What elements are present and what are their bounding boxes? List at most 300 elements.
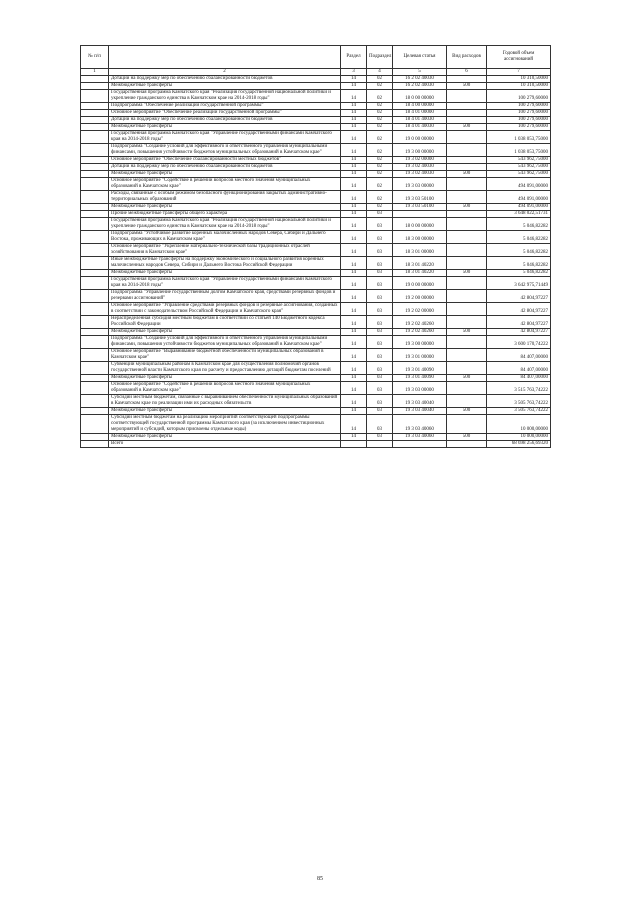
cell-section: 14 — [341, 191, 367, 204]
cell-num — [81, 415, 109, 434]
cell-expense — [447, 382, 487, 395]
cell-name: Межбюджетные трансферты — [109, 83, 341, 90]
cell-section: 14 — [341, 375, 367, 382]
cell-target: 19 3 03 40040 — [393, 395, 447, 408]
cell-name: Дотации на поддержку мер по обеспечению сбалансированности бюджетов — [109, 76, 341, 83]
cell-amount: 1 038 053,75000 — [487, 144, 551, 157]
cell-num — [81, 336, 109, 349]
page-number: 85 — [317, 876, 323, 882]
cell-name: Государственная программа Камчатского края "Реализация государственной национальной политики и укрепление гражданского единства в Камчатском крае на 2014-2018 годы" — [109, 90, 341, 103]
cell-subsection: 02 — [367, 110, 393, 117]
cell-amount: 84 407,00000 — [487, 375, 551, 382]
cell-target: 19 3 00 00000 — [393, 144, 447, 157]
cell-num — [81, 362, 109, 375]
cell-section: 14 — [341, 329, 367, 336]
cell-num — [81, 164, 109, 171]
cell-num — [81, 290, 109, 303]
cell-target: 19 3 01 40090 — [393, 362, 447, 375]
col-header-section: Раздел — [341, 46, 367, 69]
table-row — [81, 90, 551, 103]
cell-section: 14 — [341, 303, 367, 316]
cell-subsection: 02 — [367, 117, 393, 124]
cell-section: 14 — [341, 270, 367, 277]
cell-subsection: 02 — [367, 144, 393, 157]
cell-subsection: 03 — [367, 349, 393, 362]
cell-name: Иные межбюджетные трансферты на поддержку экономического и социального развития коренных малочисленных народов Севера, Сибири и Дальнего Востока Российской Федерации — [109, 257, 341, 270]
cell-target — [393, 441, 447, 448]
table-row — [81, 441, 551, 448]
cell-subsection: 02 — [367, 164, 393, 171]
cell-target: 19 3 01 00000 — [393, 349, 447, 362]
cell-target: 19 2 02 40260 — [393, 329, 447, 336]
cell-num — [81, 117, 109, 124]
table-row — [81, 415, 551, 434]
cell-target: 19 2 00 00000 — [393, 290, 447, 303]
cell-amount: 5 046,82282 — [487, 231, 551, 244]
cell-expense — [447, 244, 487, 257]
cell-subsection: 02 — [367, 124, 393, 131]
col-header-subsection: Подраздел — [367, 46, 393, 69]
cell-amount: 42 804,97227 — [487, 329, 551, 336]
cell-expense — [447, 362, 487, 375]
table-row — [81, 211, 551, 218]
cell-amount: 100 279,60000 — [487, 110, 551, 117]
cell-num — [81, 157, 109, 164]
cell-name: Основное мероприятие "Обеспечение реализации государственной программы" — [109, 110, 341, 117]
table-row — [81, 117, 551, 124]
cell-target: 19 2 02 40260 — [393, 316, 447, 329]
column-index-row — [81, 69, 551, 76]
col-header-num: № п/п — [81, 46, 109, 69]
cell-section: 14 — [341, 117, 367, 124]
cell-amount: 3 600 170,74222 — [487, 336, 551, 349]
cell-expense — [447, 336, 487, 349]
cell-subsection: 03 — [367, 277, 393, 290]
cell-name: Прочие межбюджетные трансферты общего характера — [109, 211, 341, 218]
cell-subsection: 03 — [367, 231, 393, 244]
cell-amount: 42 804,97227 — [487, 316, 551, 329]
table-row — [81, 349, 551, 362]
cell-amount: 10 310,50000 — [487, 83, 551, 90]
cell-name: Основное мероприятие "Содействие в решении вопросов местного значения муниципальных образований в Камчатском крае" — [109, 382, 341, 395]
cell-section: 14 — [341, 171, 367, 178]
col-header-expense: Вид расходов — [447, 46, 487, 69]
cell-expense — [447, 211, 487, 218]
cell-name: Дотации на поддержку мер по обеспечению сбалансированности бюджетов — [109, 164, 341, 171]
cell-section: 14 — [341, 178, 367, 191]
cell-amount: 100 279,60000 — [487, 103, 551, 110]
cell-name: Всего — [109, 441, 341, 448]
cell-subsection: 03 — [367, 434, 393, 441]
cell-name: Межбюджетные трансферты — [109, 375, 341, 382]
cell-name: Основное мероприятие "Управление средствами резервных фондов и резервные ассигнования, созданных в соответствии с законодательством Российской Федерации и Камчатского края" — [109, 303, 341, 316]
table-row — [81, 131, 551, 144]
cell-section: 14 — [341, 408, 367, 415]
cell-subsection: 02 — [367, 178, 393, 191]
cell-expense — [447, 231, 487, 244]
cell-expense — [447, 131, 487, 144]
cell-num — [81, 191, 109, 204]
cell-num — [81, 144, 109, 157]
cell-target: 19 3 03 00000 — [393, 382, 447, 395]
table-row — [81, 270, 551, 277]
cell-amount: 3 642 975,71449 — [487, 277, 551, 290]
cell-section: 14 — [341, 144, 367, 157]
table-body — [81, 76, 551, 448]
cell-name: Государственная программа Камчатского края "Управление государственными финансами Камчатского края на 2014-2018 годы" — [109, 277, 341, 290]
cell-num — [81, 408, 109, 415]
cell-target: 18 3 01 00000 — [393, 244, 447, 257]
cell-num — [81, 110, 109, 117]
cell-section — [341, 441, 367, 448]
cell-num — [81, 257, 109, 270]
cell-subsection: 03 — [367, 244, 393, 257]
table-row — [81, 171, 551, 178]
cell-amount: 100 279,60000 — [487, 117, 551, 124]
cell-target: 19 3 00 00000 — [393, 336, 447, 349]
cell-amount: 543 962,75000 — [487, 171, 551, 178]
cell-subsection: 02 — [367, 83, 393, 90]
cell-amount: 1 038 053,75000 — [487, 131, 551, 144]
cell-target: 18 4 01 40030 — [393, 124, 447, 131]
col-index: 2 — [109, 69, 341, 76]
cell-target: 18 4 00 00000 — [393, 103, 447, 110]
cell-target: 19 3 03 40060 — [393, 415, 447, 434]
cell-amount: 494 091,00000 — [487, 204, 551, 211]
cell-subsection: 03 — [367, 290, 393, 303]
cell-section: 14 — [341, 231, 367, 244]
cell-num — [81, 349, 109, 362]
cell-subsection: 03 — [367, 336, 393, 349]
cell-target: 19 3 02 00000 — [393, 157, 447, 164]
cell-section: 14 — [341, 204, 367, 211]
cell-subsection: 02 — [367, 131, 393, 144]
cell-name: Основное мероприятие "Содействие в решении вопросов местного значения муниципальных образований в Камчатском крае" — [109, 178, 341, 191]
cell-section: 14 — [341, 316, 367, 329]
cell-name: Дотации на поддержку мер по обеспечению сбалансированности бюджетов — [109, 117, 341, 124]
cell-name: Основное мероприятие "Выравнивание бюджетной обеспеченности муниципальных образований в Камчатском крае" — [109, 349, 341, 362]
table-row — [81, 375, 551, 382]
cell-target: 19 3 02 40030 — [393, 171, 447, 178]
cell-num — [81, 218, 109, 231]
cell-section: 14 — [341, 349, 367, 362]
cell-target: 18 3 01 40220 — [393, 270, 447, 277]
cell-amount: 100 279,60000 — [487, 124, 551, 131]
cell-expense — [447, 290, 487, 303]
cell-subsection: 03 — [367, 270, 393, 277]
cell-amount: 543 962,75000 — [487, 164, 551, 171]
cell-expense — [447, 349, 487, 362]
cell-expense — [447, 441, 487, 448]
cell-subsection: 03 — [367, 329, 393, 336]
col-header-amount: Годовой объем ассигнований — [487, 46, 551, 69]
cell-subsection: 03 — [367, 303, 393, 316]
cell-num — [81, 103, 109, 110]
cell-name: Нераспределенная субсидия местным бюджетам в соответствии со статьей 140 Бюджетного кодекса Российской Федерации — [109, 316, 341, 329]
cell-expense: 500 — [447, 408, 487, 415]
table-row — [81, 124, 551, 131]
table-row — [81, 83, 551, 90]
cell-section: 14 — [341, 362, 367, 375]
cell-amount: 10 000,00000 — [487, 434, 551, 441]
cell-target: 18 3 01 40220 — [393, 257, 447, 270]
cell-section: 14 — [341, 164, 367, 171]
cell-section: 14 — [341, 277, 367, 290]
cell-name: Межбюджетные трансферты — [109, 171, 341, 178]
cell-target: 18 4 01 40030 — [393, 117, 447, 124]
cell-expense: 500 — [447, 434, 487, 441]
cell-num — [81, 270, 109, 277]
cell-target: 19 0 00 00000 — [393, 277, 447, 290]
budget-table — [80, 45, 551, 448]
cell-subsection: 02 — [367, 157, 393, 164]
cell-section: 14 — [341, 76, 367, 83]
cell-target: 19 3 03 50100 — [393, 204, 447, 211]
cell-target: 19 3 02 40030 — [393, 164, 447, 171]
cell-name: Межбюджетные трансферты — [109, 329, 341, 336]
table-row — [81, 290, 551, 303]
cell-num — [81, 131, 109, 144]
cell-name: Межбюджетные трансферты — [109, 204, 341, 211]
cell-amount: 3 648 022,51731 — [487, 211, 551, 218]
cell-amount: 84 407,00000 — [487, 362, 551, 375]
cell-expense — [447, 257, 487, 270]
cell-section: 14 — [341, 336, 367, 349]
table-row — [81, 277, 551, 290]
cell-name: Государственная программа Камчатского края "Реализация государственной национальной политики и укрепление гражданского единства в Камчатском крае на 2014-2018 годы" — [109, 218, 341, 231]
table-row — [81, 157, 551, 164]
cell-expense — [447, 144, 487, 157]
table-row — [81, 382, 551, 395]
cell-expense: 500 — [447, 124, 487, 131]
cell-expense: 500 — [447, 375, 487, 382]
cell-target: 19 3 03 40060 — [393, 434, 447, 441]
cell-expense — [447, 76, 487, 83]
cell-expense — [447, 103, 487, 110]
table-row — [81, 164, 551, 171]
cell-num — [81, 441, 109, 448]
cell-amount: 3 505 763,74222 — [487, 408, 551, 415]
cell-amount: 84 407,00000 — [487, 349, 551, 362]
cell-expense — [447, 110, 487, 117]
cell-section: 14 — [341, 218, 367, 231]
cell-num — [81, 329, 109, 336]
cell-section: 14 — [341, 103, 367, 110]
table-row — [81, 316, 551, 329]
cell-name: Межбюджетные трансферты — [109, 434, 341, 441]
cell-section: 14 — [341, 83, 367, 90]
col-index: 4 — [367, 69, 393, 76]
col-index: 3 — [341, 69, 367, 76]
col-index: 7 — [487, 69, 551, 76]
cell-name: Субсидии местным бюджетам на реализацию мероприятий соответствующей подпрограммы соответствующей государственной программы Камчатского края (за исключением инвестиционных мероприятий и субсидий, которым присвоены отдельные коды) — [109, 415, 341, 434]
cell-expense — [447, 157, 487, 164]
cell-amount: 10 310,50000 — [487, 76, 551, 83]
cell-num — [81, 211, 109, 218]
table-row — [81, 110, 551, 117]
cell-num — [81, 231, 109, 244]
cell-section: 14 — [341, 157, 367, 164]
cell-amount: 494 091,00000 — [487, 178, 551, 191]
cell-name: Подпрограмма "Создание условий для эффективного и ответственного управления муниципальными финансами, повышения устойчивости бюджетов муниципальных образований в Камчатском крае" — [109, 144, 341, 157]
cell-name: Государственная программа Камчатского края "Управление государственными финансами Камчатского края на 2014-2018 годы" — [109, 131, 341, 144]
cell-section: 14 — [341, 131, 367, 144]
cell-target: 19 3 03 00000 — [393, 178, 447, 191]
cell-expense: 500 — [447, 171, 487, 178]
cell-subsection: 03 — [367, 375, 393, 382]
cell-expense — [447, 117, 487, 124]
cell-amount: 100 279,60000 — [487, 90, 551, 103]
table-row — [81, 178, 551, 191]
table-row — [81, 434, 551, 441]
cell-expense — [447, 316, 487, 329]
cell-amount: 494 091,00000 — [487, 191, 551, 204]
cell-target: 18 0 00 00000 — [393, 218, 447, 231]
cell-target: 19 3 03 40040 — [393, 408, 447, 415]
cell-target: 19 3 03 50100 — [393, 191, 447, 204]
cell-amount: 5 046,82282 — [487, 270, 551, 277]
cell-subsection: 03 — [367, 211, 393, 218]
cell-expense — [447, 218, 487, 231]
cell-target: 16 2 02 40030 — [393, 76, 447, 83]
cell-target: 18 0 00 00000 — [393, 90, 447, 103]
cell-name: Подпрограмма "Устойчивое развитие коренных малочисленных народов Севера, Сибири и Дальнего Востока, проживающих в Камчатском крае" — [109, 231, 341, 244]
cell-expense: 500 — [447, 204, 487, 211]
cell-expense — [447, 90, 487, 103]
cell-name: Межбюджетные трансферты — [109, 408, 341, 415]
cell-subsection: 02 — [367, 76, 393, 83]
cell-subsection: 03 — [367, 362, 393, 375]
cell-target: 16 2 02 40030 — [393, 83, 447, 90]
cell-num — [81, 124, 109, 131]
cell-amount: 10 000,00000 — [487, 415, 551, 434]
cell-amount: 68 698 256,69320 — [487, 441, 551, 448]
cell-subsection: 02 — [367, 171, 393, 178]
cell-subsection: 03 — [367, 257, 393, 270]
cell-section: 14 — [341, 415, 367, 434]
cell-num — [81, 83, 109, 90]
cell-section: 14 — [341, 395, 367, 408]
col-index: 5 — [393, 69, 447, 76]
cell-name: Субсидии местным бюджетам, связанные с выравниванием обеспеченности муниципальных образований в Камчатском крае по реализации ими их расходных обязательств — [109, 395, 341, 408]
cell-name: Подпрограмма "Создание условий для эффективного и ответственного управления муниципальными финансами, повышения устойчивости бюджетов муниципальных образований в Камчатском крае" — [109, 336, 341, 349]
cell-amount: 42 804,97227 — [487, 290, 551, 303]
cell-num — [81, 375, 109, 382]
cell-subsection: 03 — [367, 408, 393, 415]
cell-section: 14 — [341, 90, 367, 103]
cell-num — [81, 90, 109, 103]
cell-num — [81, 76, 109, 83]
cell-target — [393, 211, 447, 218]
cell-subsection: 03 — [367, 382, 393, 395]
cell-expense — [447, 415, 487, 434]
cell-num — [81, 382, 109, 395]
cell-target: 19 2 02 00000 — [393, 303, 447, 316]
table-row — [81, 303, 551, 316]
cell-expense: 500 — [447, 329, 487, 336]
cell-num — [81, 316, 109, 329]
cell-expense — [447, 395, 487, 408]
cell-expense: 500 — [447, 270, 487, 277]
table-row — [81, 329, 551, 336]
cell-name: Межбюджетные трансферты — [109, 124, 341, 131]
table-header-row — [81, 46, 551, 69]
table-row — [81, 191, 551, 204]
table-row — [81, 144, 551, 157]
cell-section: 14 — [341, 244, 367, 257]
cell-subsection: 03 — [367, 395, 393, 408]
table-row — [81, 408, 551, 415]
cell-num — [81, 395, 109, 408]
cell-section: 14 — [341, 110, 367, 117]
col-index: 1 — [81, 69, 109, 76]
table-row — [81, 204, 551, 211]
cell-subsection: 02 — [367, 90, 393, 103]
cell-subsection — [367, 441, 393, 448]
table-row — [81, 257, 551, 270]
cell-num — [81, 244, 109, 257]
cell-subsection: 02 — [367, 204, 393, 211]
cell-section: 14 — [341, 257, 367, 270]
cell-amount: 543 962,75000 — [487, 157, 551, 164]
cell-expense — [447, 164, 487, 171]
cell-num — [81, 434, 109, 441]
cell-amount: 42 804,97227 — [487, 303, 551, 316]
cell-name: Основное мероприятие "Укрепление материально-технической базы традиционных отраслей хозяйствования в Камчатском крае" — [109, 244, 341, 257]
col-header-target: Целевая статья — [393, 46, 447, 69]
cell-section: 14 — [341, 382, 367, 395]
col-header-name — [109, 46, 341, 69]
cell-subsection: 02 — [367, 103, 393, 110]
cell-num — [81, 178, 109, 191]
cell-name: Субвенции муниципальным районам в Камчатском крае для осуществления полномочий органов государственной власти Камчатского края по расчету и предоставлению дотаций бюджетам поселений — [109, 362, 341, 375]
cell-target: 19 3 01 40090 — [393, 375, 447, 382]
table-row — [81, 231, 551, 244]
table-row — [81, 244, 551, 257]
cell-amount: 5 046,82282 — [487, 244, 551, 257]
cell-subsection: 03 — [367, 316, 393, 329]
cell-name: Основное мероприятие "Обеспечение сбалансированности местных бюджетов" — [109, 157, 341, 164]
cell-name: Расходы, связанные с особым режимом безопасного функционирования закрытых административно-территориальных образований — [109, 191, 341, 204]
cell-amount: 3 515 763,74222 — [487, 382, 551, 395]
cell-num — [81, 204, 109, 211]
cell-expense — [447, 277, 487, 290]
cell-subsection: 02 — [367, 191, 393, 204]
cell-target: 18 3 00 00000 — [393, 231, 447, 244]
cell-num — [81, 171, 109, 178]
table-row — [81, 336, 551, 349]
col-index: 6 — [447, 69, 487, 76]
cell-subsection: 03 — [367, 218, 393, 231]
cell-section: 14 — [341, 124, 367, 131]
budget-table-sheet — [80, 45, 550, 448]
cell-name: Подпрограмма "Обеспечение реализации государственной программы" — [109, 103, 341, 110]
table-row — [81, 395, 551, 408]
cell-expense — [447, 303, 487, 316]
cell-name: Межбюджетные трансферты — [109, 270, 341, 277]
cell-section: 14 — [341, 434, 367, 441]
cell-section: 14 — [341, 290, 367, 303]
cell-amount: 5 046,82282 — [487, 257, 551, 270]
cell-subsection: 03 — [367, 415, 393, 434]
cell-amount: 5 046,82282 — [487, 218, 551, 231]
cell-target: 18 4 01 00000 — [393, 110, 447, 117]
cell-expense — [447, 191, 487, 204]
cell-target: 19 0 00 00000 — [393, 131, 447, 144]
cell-num — [81, 303, 109, 316]
cell-expense — [447, 178, 487, 191]
cell-name: Подпрограмма "Управление государственным долгом Камчатского края, средствами резервных фондов и резервами ассигнований" — [109, 290, 341, 303]
